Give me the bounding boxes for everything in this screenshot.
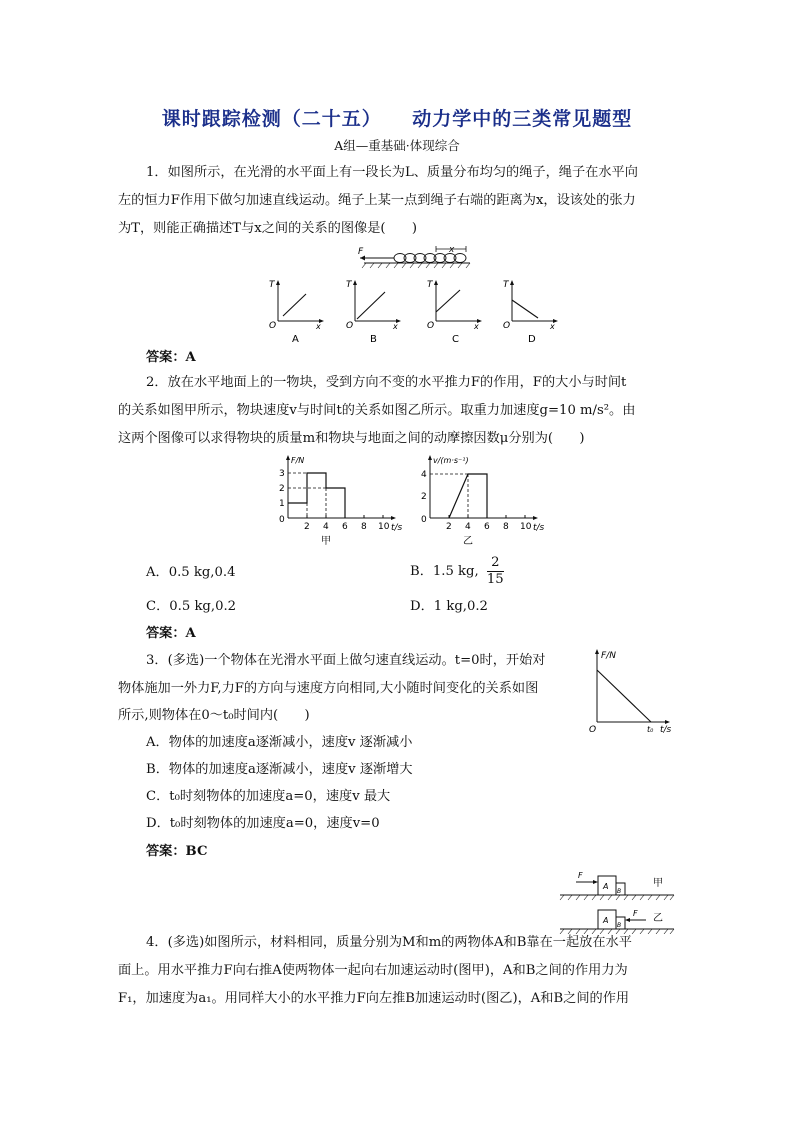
q1b-x-label: x [393,322,398,331]
q1-graph-b [343,276,409,346]
q1a-x-label: x [316,322,321,331]
q1-line-3: 为T，则能正确描述T与x之间的关系的图像是( ) [118,221,418,236]
q4-jia-label: 甲 [653,878,663,889]
q4-yi-force: F [633,909,638,918]
q3-line-2: 物体施加一外力F,力F的方向与速度方向相同,大小随时间变化的关系如图 [118,681,539,696]
yi-origin: 0 [421,515,427,525]
q2-option-b-numerator: 2 [487,555,504,572]
yi-y-arrow [428,455,432,460]
rope-force-label: F [358,247,364,257]
q1d-y-label: T [503,280,509,290]
q1-line-1: 1．如图所示，在光滑的水平面上有一段长为L、质量分布均匀的绳子，绳子在水平向 [146,165,638,180]
yi-x-tick-label-0: 2 [446,522,452,532]
q3-option-d: D．t₀时刻物体的加速度a=0，速度v=0 [146,816,380,831]
q3-line-3: 所示,则物体在0～t₀时间内( ) [118,708,310,723]
jia-y-tick-label-1: 2 [279,484,285,494]
q2-option-b-fraction [487,555,504,588]
jia-x-label: t/s [391,523,403,533]
q1d-x-label: x [550,322,555,331]
q1c-x-label: x [474,322,479,331]
jia-y-arrow [286,455,290,460]
q2-option-a: A．0.5 kg,0.4 [146,565,236,580]
q3-line-1: 3．(多选)一个物体在光滑水平面上做匀速直线运动。t=0时，开始对 [146,653,546,668]
jia-title: 甲 [321,536,331,547]
q3-origin: O [589,725,597,735]
q1c-option: C [452,334,459,345]
rope-distance-label: x [449,245,455,255]
yi-x-tick-label-1: 4 [465,522,471,532]
q3-option-a: A．物体的加速度a逐渐减小，速度v 逐渐减小 [146,735,413,750]
q2-option-b-text: B．1.5 kg, [410,564,479,579]
q2-line-1: 2．放在水平地面上的一物块，受到方向不变的水平推力F的作用，F的大小与时间t [146,375,627,390]
q1b-y-label: T [346,280,352,290]
q4-yi-block-a: A [603,916,609,925]
q4-jia-block-a: A [603,882,609,891]
q1c-origin: O [427,321,435,331]
q4-jia-block-b: B [617,888,622,895]
jia-origin: 0 [279,515,285,525]
q3-answer: 答案：BC [146,844,208,859]
q1b-origin: O [346,321,354,331]
q4-line-2: 面上。用水平推力F向右推A使两物体一起向右加速运动时(图甲)，A和B之间的作用力为 [118,963,628,978]
q1d-origin: O [503,321,511,331]
q1-graph-d [500,276,566,346]
q4-line-3: F₁，加速度为a₁。用同样大小的水平推力F向左推B加速运动时(图乙)，A和B之间的作用 [118,991,630,1006]
jia-x-tick-label-4: 10 [378,522,390,532]
jia-y-tick-label-0: 1 [279,499,285,509]
yi-x-tick-label-3: 8 [503,522,509,532]
yi-x-tick-label-2: 6 [484,522,490,532]
q1a-option: A [292,334,299,345]
q2-chart-jia [266,452,406,547]
jia-x-tick-label-0: 2 [304,522,310,532]
q1a-y-label: T [269,280,275,290]
yi-x-arrow [533,516,538,520]
yi-y-tick-label-1: 4 [421,470,427,480]
jia-y-tick-label-2: 3 [279,469,285,479]
q4-yi-label: 乙 [653,913,663,924]
jia-y-label: F/N [291,456,305,465]
yi-x-label: t/s [533,523,545,533]
q2-answer: 答案：A [146,626,196,641]
q3-option-c: C．t₀时刻物体的加速度a=0，速度v 最大 [146,789,391,804]
q4-line-1: 4．(多选)如图所示，材料相同，质量分别为M和m的两物体A和B靠在一起放在水平 [146,935,632,950]
q3-y-label: F/N [601,651,616,661]
q1a-origin: O [269,321,277,331]
section-heading: A组—重基础·体现综合 [334,138,460,153]
jia-series-line [288,473,345,518]
q1-graph-c [424,276,490,346]
yi-x-tick-label-4: 10 [520,522,532,532]
q3-option-b: B．物体的加速度a逐渐减小，速度v 逐渐增大 [146,762,413,777]
jia-x-tick-label-2: 6 [342,522,348,532]
yi-y-tick-label-0: 2 [421,492,427,502]
q1c-y-label: T [427,280,433,290]
q4-jia-force: F [578,871,583,880]
yi-title: 乙 [463,536,473,547]
q2-option-b [410,555,504,588]
q2-option-d: D．1 kg,0.2 [410,599,488,614]
q2-chart-yi [400,452,550,547]
q1-line-2: 左的恒力F作用下做匀加速直线运动。绳子上某一点到绳子右端的距离为x，设该处的张力 [118,193,636,208]
jia-x-arrow [391,516,396,520]
q1-answer: 答案：A [146,350,196,365]
q1-graph-a [266,276,332,346]
q2-line-3: 这两个图像可以求得物块的质量m和物块与地面之间的动摩擦因数μ分别为( ) [118,431,585,446]
yi-y-label: v/(m·s⁻¹) [433,456,469,465]
q1d-option: D [528,334,536,345]
q3-force-graph [585,646,680,736]
q4-blocks-figure [556,866,684,934]
q3-t0-tick: t₀ [647,725,654,734]
jia-x-tick-label-1: 4 [323,522,329,532]
jia-x-tick-label-3: 8 [361,522,367,532]
q2-option-c: C．0.5 kg,0.2 [146,599,237,614]
q2-line-2: 的关系如图甲所示，物块速度v与时间t的关系如图乙所示。取重力加速度g=10 m/s²。由 [118,403,636,418]
q4-yi-block-b: B [617,922,622,929]
q1b-option: B [370,334,377,345]
page-title: 课时跟踪检测（二十五） 动力学中的三类常见题型 [161,108,633,130]
rope-figure [350,245,480,271]
q3-x-label: t/s [660,725,672,735]
q2-option-b-denominator: 15 [486,572,504,587]
